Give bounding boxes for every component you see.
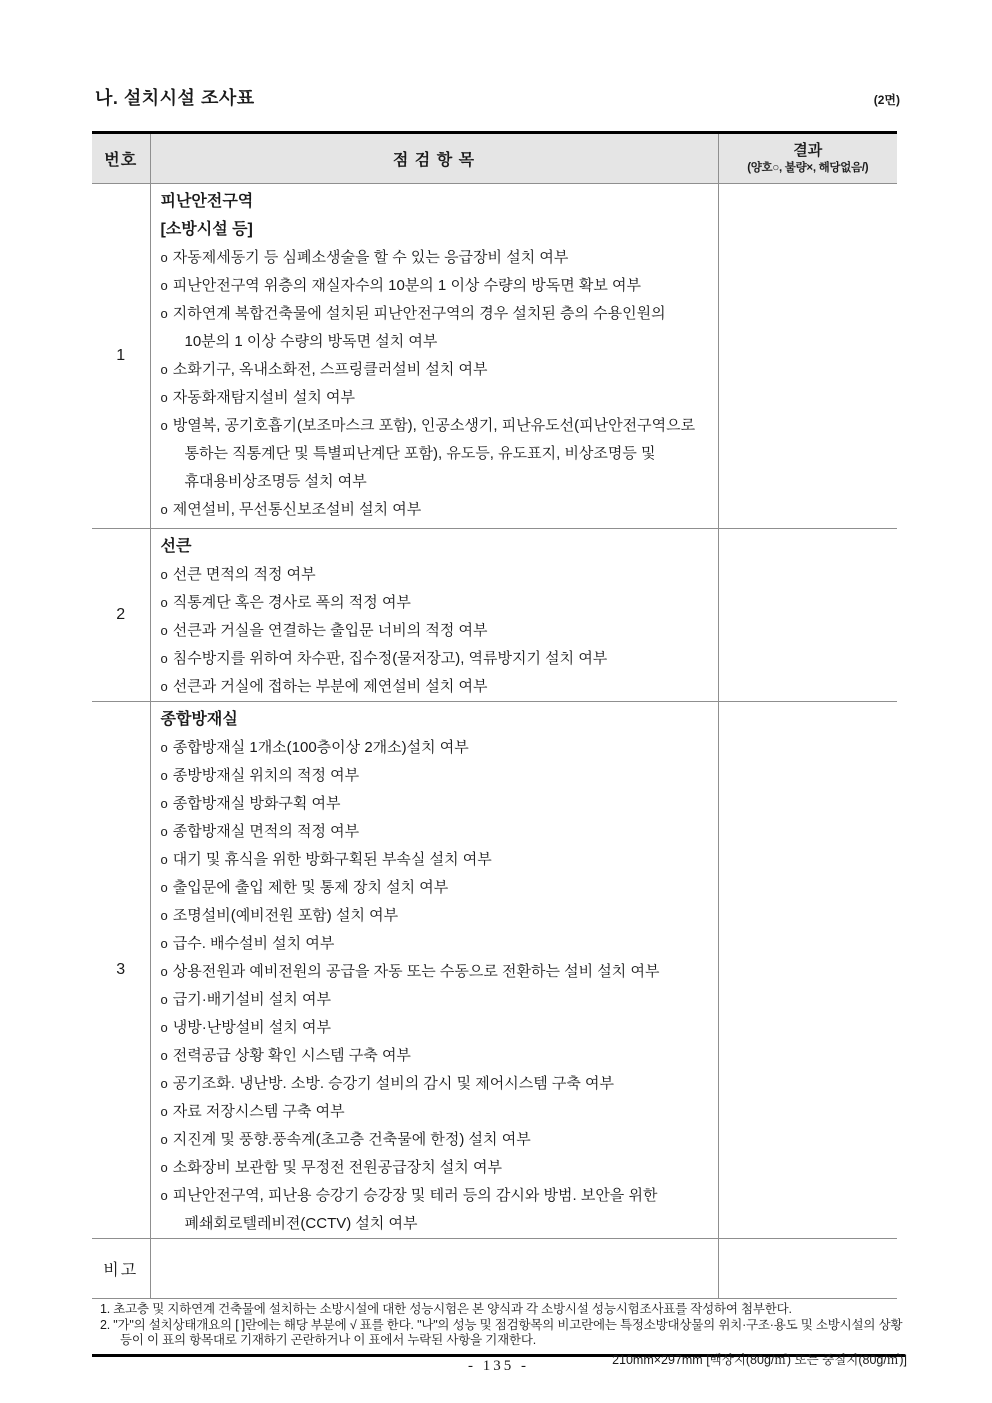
check-item-text: 소화장비 보관함 및 무정전 전원공급장치 설치 여부	[172, 1159, 503, 1176]
checklist-items-2	[161, 561, 712, 701]
check-item	[161, 244, 712, 272]
section-heading: 피난안전구역	[160, 193, 254, 210]
bullet-marker: o	[160, 623, 168, 638]
section-headings-3	[161, 706, 712, 734]
header-result	[718, 133, 897, 184]
bullet-marker: o	[160, 567, 168, 582]
page-number: - 135 -	[468, 1358, 529, 1374]
checklist-items-1	[161, 244, 712, 524]
check-item-text: 자료 저장시스템 구축 여부	[172, 1103, 345, 1120]
bullet-marker: o	[160, 992, 168, 1007]
bullet-marker: o	[160, 250, 168, 265]
bullet-marker: o	[160, 1048, 168, 1063]
check-item	[161, 1182, 712, 1238]
section-headings-2	[161, 533, 712, 561]
result-cell-3	[718, 702, 897, 1239]
result-cell-1	[718, 184, 897, 529]
bullet-marker: o	[160, 651, 168, 666]
bullet-marker: o	[160, 1188, 168, 1203]
header-no: 번호	[92, 133, 150, 184]
check-item-text: 종합방재실 면적의 적정 여부	[172, 823, 360, 840]
check-item-text: 지진계 및 풍향.풍속계(초고층 건축물에 한정) 설치 여부	[172, 1131, 531, 1148]
remark-row	[92, 1239, 897, 1299]
bullet-marker: o	[160, 964, 168, 979]
section-headings-1	[161, 188, 712, 244]
check-item	[161, 818, 712, 846]
document-title: 나. 설치시설 조사표	[95, 88, 255, 108]
checklist-items-3	[161, 734, 712, 1238]
check-item-text: 자동화재탐지설비 설치 여부	[172, 389, 355, 406]
checklist-cell-1	[150, 184, 718, 529]
check-item	[161, 734, 712, 762]
inspection-table	[92, 131, 897, 1299]
check-item-text: 선큰 면적의 적정 여부	[172, 566, 316, 583]
check-item	[161, 930, 712, 958]
header-item: 점 검 항 목	[150, 133, 718, 184]
section-heading: [소방시설 등]	[160, 221, 253, 238]
check-item-text: 급수. 배수설비 설치 여부	[172, 935, 335, 952]
bullet-marker: o	[160, 1076, 168, 1091]
check-item-text: 피난안전구역, 피난용 승강기 승강장 및 테러 등의 감시와 방범. 보안을 위한 폐쇄회로텔레비젼(CCTV) 설치 여부	[172, 1187, 658, 1232]
bullet-marker: o	[160, 908, 168, 923]
check-item-text: 직통계단 혹은 경사로 폭의 적정 여부	[172, 594, 411, 611]
bullet-marker: o	[160, 502, 168, 517]
bullet-marker: o	[160, 1020, 168, 1035]
check-item-text: 소화기구, 옥내소화전, 스프링클러설비 설치 여부	[172, 361, 488, 378]
check-item-text: 공기조화. 냉난방. 소방. 승강기 설비의 감시 및 제어시스템 구축 여부	[172, 1075, 614, 1092]
bullet-marker: o	[160, 1104, 168, 1119]
check-item	[161, 762, 712, 790]
check-item	[161, 496, 712, 524]
check-item-text: 지하연계 복합건축물에 설치된 피난안전구역의 경우 설치된 층의 수용인원의 10분의 1 이상 수량의 방독면 설치 여부	[172, 305, 666, 350]
table-row-3	[92, 702, 897, 1239]
check-item	[161, 356, 712, 384]
check-item	[161, 1154, 712, 1182]
check-item-text: 선큰과 거실에 접하는 부분에 제연설비 설치 여부	[172, 678, 488, 695]
row-number-1: 1	[92, 184, 150, 529]
bullet-marker: o	[160, 880, 168, 895]
bullet-marker: o	[160, 595, 168, 610]
check-item	[161, 1126, 712, 1154]
check-item	[161, 589, 712, 617]
bullet-marker: o	[160, 679, 168, 694]
bullet-marker: o	[160, 362, 168, 377]
check-item-text: 침수방지를 위하여 차수판, 집수정(물저장고), 역류방지기 설치 여부	[172, 650, 608, 667]
bullet-marker: o	[160, 824, 168, 839]
check-item-text: 종합방재실 방화구획 여부	[172, 795, 341, 812]
check-item-text: 출입문에 출입 제한 및 통제 장치 설치 여부	[172, 879, 449, 896]
page-marker: (2면)	[873, 93, 900, 107]
table-header-row	[92, 133, 897, 184]
bullet-marker: o	[160, 1132, 168, 1147]
bullet-marker: o	[160, 1160, 168, 1175]
check-item	[161, 790, 712, 818]
remark-result-cell	[718, 1239, 897, 1299]
check-item	[161, 874, 712, 902]
title-row	[95, 84, 900, 110]
bullet-marker: o	[160, 418, 168, 433]
row-number-2: 2	[92, 529, 150, 702]
check-item-text: 급기·배기설비 설치 여부	[172, 991, 331, 1008]
footnote: 2. "가"의 설치상태개요의 [ ]란에는 해당 부분에 √ 표를 한다. "나"의 성능 및 점검항목의 비고란에는 특정소방대상물의 위치·구조·용도 및 소방시설의 상황 등이 이 표의 항목대로 기재하기 곤란하거나 이 표에서 누락된 사항을 기재한다.	[100, 1317, 903, 1347]
check-item-text: 방열복, 공기호흡기(보조마스크 포함), 인공소생기, 피난유도선(피난안전구역으로 통하는 직통계단 및 특별피난계단 포함), 유도등, 유도표지, 비상조명등 및 휴대용비상조명등 설치 여부	[172, 417, 696, 490]
bullet-marker: o	[160, 852, 168, 867]
result-cell-2	[718, 529, 897, 702]
checklist-cell-3	[150, 702, 718, 1239]
check-item	[161, 272, 712, 300]
paper-spec: 210mm×297mm [백상지(80g/㎡) 또는 중질지(80g/㎡)]	[612, 1353, 907, 1367]
header-result-title: 결과	[793, 142, 823, 159]
footnote: 1. 초고층 및 지하연계 건축물에 설치하는 소방시설에 대한 성능시험은 본 양식과 각 소방시설 성능시험조사표를 작성하여 첨부한다.	[100, 1302, 792, 1316]
header-result-legend: (양호○, 불량×, 해당없음/)	[747, 162, 869, 174]
footnotes	[92, 1299, 905, 1357]
check-item	[161, 617, 712, 645]
check-item-text: 제연설비, 무선통신보조설비 설치 여부	[172, 501, 422, 518]
section-heading: 종합방재실	[160, 711, 238, 728]
check-item-text: 종합방재실 1개소(100층이상 2개소)설치 여부	[172, 739, 469, 756]
checklist-cell-2	[150, 529, 718, 702]
bullet-marker: o	[160, 936, 168, 951]
check-item	[161, 1042, 712, 1070]
bullet-marker: o	[160, 306, 168, 321]
check-item	[161, 986, 712, 1014]
check-item-text: 조명설비(예비전원 포함) 설치 여부	[172, 907, 399, 924]
content-area	[92, 131, 903, 1357]
bullet-marker: o	[160, 278, 168, 293]
bullet-marker: o	[160, 796, 168, 811]
check-item	[161, 673, 712, 701]
check-item	[161, 561, 712, 589]
check-item-text: 대기 및 휴식을 위한 방화구획된 부속실 설치 여부	[172, 851, 492, 868]
bullet-marker: o	[160, 390, 168, 405]
check-item-text: 전력공급 상황 확인 시스템 구축 여부	[172, 1047, 411, 1064]
check-item	[161, 384, 712, 412]
check-item	[161, 1014, 712, 1042]
check-item-text: 자동제세동기 등 심폐소생술을 할 수 있는 응급장비 설치 여부	[172, 249, 569, 266]
check-item	[161, 300, 712, 356]
check-item	[161, 645, 712, 673]
table-row-1	[92, 184, 897, 529]
remark-value-cell	[150, 1239, 718, 1299]
table-row-2	[92, 529, 897, 702]
check-item-text: 냉방·난방설비 설치 여부	[172, 1019, 331, 1036]
check-item-text: 피난안전구역 위층의 재실자수의 10분의 1 이상 수량의 방독면 확보 여부	[172, 277, 641, 294]
check-item	[161, 1098, 712, 1126]
row-number-3: 3	[92, 702, 150, 1239]
bullet-marker: o	[160, 740, 168, 755]
section-heading: 선큰	[160, 538, 192, 555]
check-item	[161, 846, 712, 874]
check-item	[161, 412, 712, 496]
check-item	[161, 1070, 712, 1098]
check-item	[161, 902, 712, 930]
check-item-text: 상용전원과 예비전원의 공급을 자동 또는 수동으로 전환하는 설비 설치 여부	[172, 963, 660, 980]
check-item-text: 종방방재실 위치의 적정 여부	[172, 767, 360, 784]
check-item	[161, 958, 712, 986]
check-item-text: 선큰과 거실을 연결하는 출입문 너비의 적정 여부	[172, 622, 488, 639]
remark-label: 비고	[92, 1239, 150, 1299]
bullet-marker: o	[160, 768, 168, 783]
